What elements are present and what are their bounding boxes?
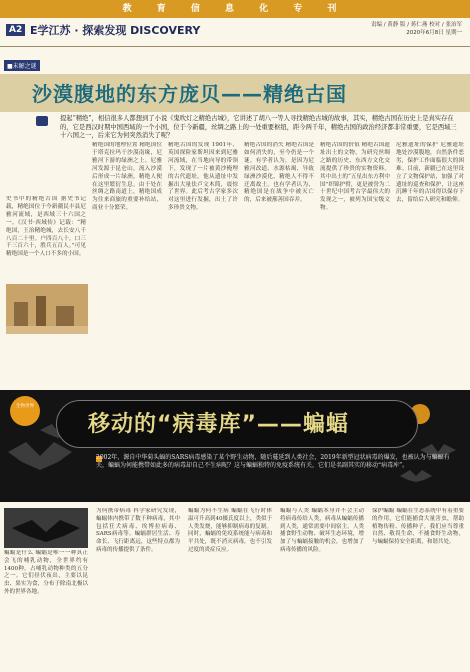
section-badge: 生物世界 [10, 396, 40, 426]
bat-article [0, 390, 470, 672]
body-column-1: 史书中的精绝古国 据史书记载，精绝国位于今新疆民丰县尼雅河流域，是西域三十六国之一。《汉书·西域传》记载：“精绝国，王治精绝城，去长安八千八百二十里。户四百八十，口三千三百六十，胜兵五百人。”可见精绝国是一个人口不多的小国。 [6, 196, 86, 258]
bat-column-3: 蝙蝠为何不生病 蝙蝠在飞行时体温可升高到40摄氏度以上，类似于人类发烧，能够抑制病毒的复制。同时，蝙蝠的免疫系统能与病毒和平共处，既不消灭病毒，也不引发过度的炎症反应。 [188, 508, 272, 553]
lead-marker [36, 116, 48, 126]
editor-line: 责编 / 黄静 版 / 蒋仁燕 校对 / 张治军 [370, 22, 462, 28]
bat-photo [4, 508, 88, 548]
body-column-6: 尼雅遗址的保护 尼雅遗址地处沙漠腹地，自然条件恶劣，保护工作面临很大的困难。目前，新疆已在这里设立了文物保护站，加强了对遗址的巡查和保护，让这座沉睡千年的古国得以保存下去，留给后人研究和瞻仰。 [396, 142, 464, 204]
page-tag: A2 [6, 24, 25, 36]
section-kicker: ■未解之谜 [4, 60, 40, 71]
bat-banner [0, 390, 470, 502]
body-column-3: 精绝古国的发现 1901年，英国探险家斯坦因来到尼雅河流域，在当地向导的带领下，发现了一片被黄沙掩埋的古代遗址。他从遗址中发掘出大量佉卢文木简，震惊了世界。此后考古学家多次对这里进行发掘，出土了许多珍贵文物。 [168, 142, 238, 212]
masthead: 教 育 信 息 化 专 刊 [0, 0, 470, 18]
bat-lead: 2002年，源自中华菊头蝠的SARS病毒感染了某个野生动物，随后蔓延到人类社会，2019年新型冠状病毒的爆发，也被认为与蝙蝠有关，蝙蝠为何能携带如此多的病毒却自己不生病呢？这与蝙蝠独特的免疫系统有关，它们是名副其实的移动“病毒库”。 [96, 454, 450, 470]
body-column-5: 精绝古国的价值 精绝古国遗址出土的文物，为研究丝绸之路的历史、东西方文化交流提供了珍贵的实物资料。其中出土的“五星出东方利中国”织锦护臂，更是被誉为二十世纪中国考古学最伟大的发现之一，被列为国宝级文物。 [320, 142, 390, 212]
bat-column-4: 蝙蝠与人类 蝙蝠本身并不会主动将病毒传给人类，病毒从蝙蝠传播到人类，通常需要中间宿主。人类捕食野生动物、破坏生态环境，增加了与蝙蝠接触的机会，也增加了病毒传播的风险。 [280, 508, 364, 553]
section-title: E学江苏 · 探索发现 DISCOVERY [30, 24, 201, 37]
issue-date: 2020年6月8日 星期一 [406, 30, 462, 36]
article-body [0, 142, 470, 390]
bat-column-5: 保护蝙蝠 蝙蝠在生态系统中有着重要的作用，它们能捕食大量害虫，帮助植物传粉、传播种子。我们应当尊重自然、敬畏生命，不捕食野生动物，与蝙蝠保持安全距离，和谐共处。 [372, 508, 464, 546]
issue-info [371, 21, 462, 37]
lead-paragraph: 提起“精绝”，相信很多人都想到了小说《鬼吹灯之精绝古城》，它讲述了胡八一等人寻找精绝古城的故事，其实，精绝古国在历史上是真实存在的，它是西汉时期中国西域的一个小国，位于今新疆，丝绸之路上的一处重要枢纽，距今两千年，精绝古国的政治经济都非常重要，它是西域三十六国之一，后来它为何突然消失了呢？ [60, 115, 457, 140]
body-column-2: 精绝国的地理位置 精绝国位于塔克拉玛干沙漠南缘，尼雅河下游的绿洲之上。尼雅河发源于昆仑山，流入沙漠后形成一片绿洲，精绝人便在这里繁衍生息。由于处在丝绸之路南道上，精绝国成为往来商旅的重要补给站，商业十分繁荣。 [92, 142, 162, 212]
headline-banner [0, 74, 470, 112]
bat-headline: 移动的“病毒库”——蝙蝠 [88, 412, 349, 437]
bat-column-1: 蝙蝠是什么 蝙蝠是唯一一种真正会飞的哺乳动物，全世界约有1400种，占哺乳动物种类的五分之一。它们昼伏夜出，主要以昆虫、果实为食，分布于除南北极以外的世界各地。 [4, 550, 88, 595]
bat-column-2: 为何携带病毒 科学家研究发现，蝙蝠体内携带了数千种病毒，其中包括狂犬病毒、埃博拉病毒、SARS病毒等。蝙蝠群居生活、寿命长、飞行距离远，这些特点都为病毒的传播提供了条件。 [96, 508, 180, 553]
body-column-4: 精绝古国的消失 精绝古国是如何消失的，至今仍是一个谜。有学者认为，是因为尼雅河改道、水源枯竭，导致绿洲沙漠化，精绝人不得不迁离故土。也有学者认为，精绝国是在战争中被灭亡的，后来被鄯善国吞并。 [244, 142, 314, 204]
headline: 沙漠腹地的东方庞贝——精绝古国 [32, 82, 347, 106]
